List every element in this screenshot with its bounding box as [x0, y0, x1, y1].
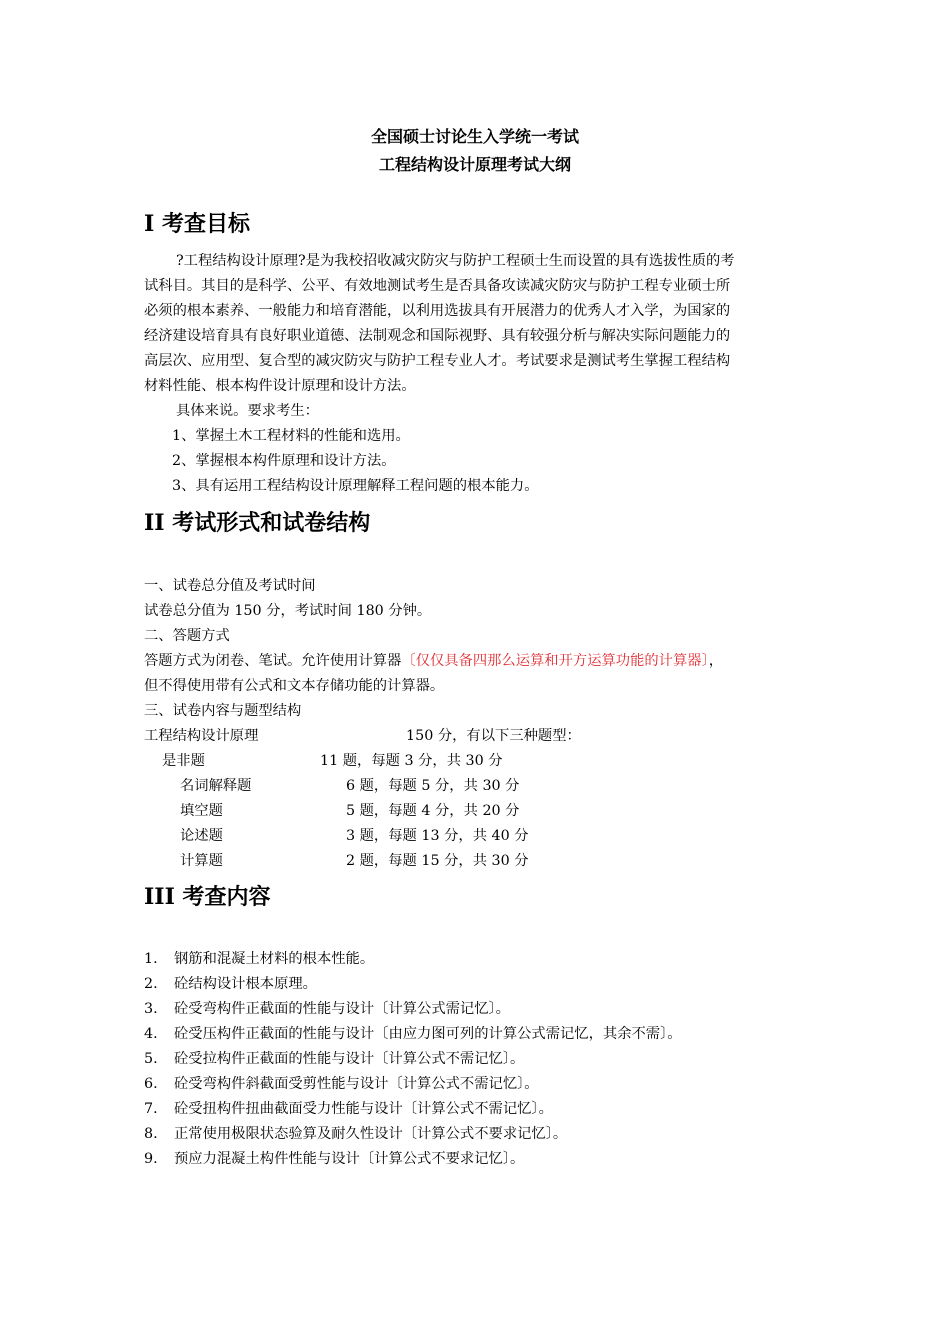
objectives-paragraph-line: 经济建设培育具有良好职业道德、法制观念和国际视野、具有较强分析与解决实际问题能力的 [144, 328, 731, 344]
content-item-text: 钢筋和混凝土材料的根本性能。 [174, 951, 375, 967]
calculator-restriction-highlight: 〔仅仅具备四那么运算和开方运算功能的计算器〕 [401, 653, 709, 669]
score-time-text: 试卷总分值为 150 分，考试时间 180 分钟。 [144, 603, 432, 619]
objectives-paragraph-line: 必须的根本素养、一般能力和培育潜能，以利用选拔具有开展潜力的优秀人才入学，为国家的 [144, 303, 731, 319]
question-type-detail: 6 题，每题 5 分，共 30 分 [346, 778, 520, 794]
requirement-item: 3、具有运用工程结构设计原理解释工程问题的根本能力。 [172, 478, 539, 494]
content-item [144, 948, 374, 970]
answer-mode-text [144, 650, 723, 672]
content-item-text: 砼受弯构件正截面的性能与设计〔计算公式需记忆〕。 [174, 1001, 510, 1017]
content-item [144, 1123, 567, 1145]
content-item-text: 正常使用极限状态验算及耐久性设计〔计算公式不要求记忆〕。 [174, 1126, 568, 1142]
requirements-intro: 具体来说。要求考生： [176, 403, 319, 419]
content-item [144, 973, 317, 995]
subsection-title-score-time: 一、试卷总分值及考试时间 [144, 578, 316, 594]
content-item-number: 9. [144, 1151, 158, 1167]
content-item [144, 1023, 682, 1045]
section-heading-content: III 考查内容 [144, 884, 271, 910]
content-item [144, 1073, 539, 1095]
content-item-number: 4. [144, 1026, 158, 1042]
answer-mode-text-part: 答题方式为闭卷、笔试。允许使用计算器 [144, 653, 402, 669]
content-item-number: 7. [144, 1101, 158, 1117]
content-item-number: 3. [144, 1001, 158, 1017]
answer-mode-text-part: ， [708, 653, 724, 669]
objectives-paragraph-line: 材料性能、根本构件设计原理和设计方法。 [144, 378, 416, 394]
content-item-number: 8. [144, 1126, 158, 1142]
requirement-item: 2、掌握根本构件原理和设计方法。 [172, 453, 396, 469]
subsection-title-structure: 三、试卷内容与题型结构 [144, 703, 302, 719]
objectives-paragraph-line: 试科目。其目的是科学、公平、有效地测试考生是否具备攻读减灾防灾与防护工程专业硕士所 [144, 278, 731, 294]
content-item-number: 5. [144, 1051, 158, 1067]
question-type-name: 计算题 [180, 853, 223, 869]
question-type-name: 论述题 [180, 828, 223, 844]
content-item-text: 砼受拉构件正截面的性能与设计〔计算公式不需记忆〕。 [174, 1051, 525, 1067]
question-type-name: 是非题 [162, 753, 205, 769]
document-title-line2: 工程结构设计原理考试大纲 [378, 155, 571, 174]
document-title-line1: 全国硕士讨论生入学统一考试 [370, 127, 579, 146]
question-type-detail: 11 题，每题 3 分，共 30 分 [320, 753, 503, 769]
answer-mode-text-line2: 但不得使用带有公式和文本存储功能的计算器。 [144, 678, 445, 694]
content-item-text: 砼受弯构件斜截面受剪性能与设计〔计算公式不需记忆〕。 [174, 1076, 539, 1092]
content-item-number: 1. [144, 951, 158, 967]
content-item-text: 砼受扭构件扭曲截面受力性能与设计〔计算公式不需记忆〕。 [174, 1101, 553, 1117]
section-heading-objectives: I 考查目标 [144, 211, 250, 237]
content-item [144, 1148, 524, 1170]
content-item-text: 预应力混凝土构件性能与设计〔计算公式不要求记忆〕。 [174, 1151, 525, 1167]
content-item [144, 998, 510, 1020]
objectives-paragraph-line: ?工程结构设计原理?是为我校招收减灾防灾与防护工程硕士生而设置的具有选拔性质的考 [176, 253, 735, 269]
content-item [144, 1048, 524, 1070]
question-type-detail: 5 题，每题 4 分，共 20 分 [346, 803, 520, 819]
question-type-detail: 3 题，每题 13 分，共 40 分 [346, 828, 529, 844]
course-name: 工程结构设计原理 [144, 728, 259, 744]
section-heading-exam-format: II 考试形式和试卷结构 [144, 510, 371, 536]
content-item-text: 砼受压构件正截面的性能与设计〔由应力图可列的计算公式需记忆，其余不需〕。 [174, 1026, 682, 1042]
question-type-name: 填空题 [180, 803, 223, 819]
requirement-item: 1、掌握土木工程材料的性能和选用。 [172, 428, 410, 444]
objectives-paragraph-line: 高层次、应用型、复合型的减灾防灾与防护工程专业人才。考试要求是测试考生掌握工程结构 [144, 353, 731, 369]
content-item-number: 2. [144, 976, 158, 992]
content-item [144, 1098, 553, 1120]
content-item-text: 砼结构设计根本原理。 [174, 976, 317, 992]
question-type-detail: 2 题，每题 15 分，共 30 分 [346, 853, 529, 869]
subsection-title-answer-mode: 二、答题方式 [144, 628, 230, 644]
course-score: 150 分，有以下三种题型： [406, 728, 581, 744]
content-item-number: 6. [144, 1076, 158, 1092]
question-type-name: 名词解释题 [180, 778, 252, 794]
